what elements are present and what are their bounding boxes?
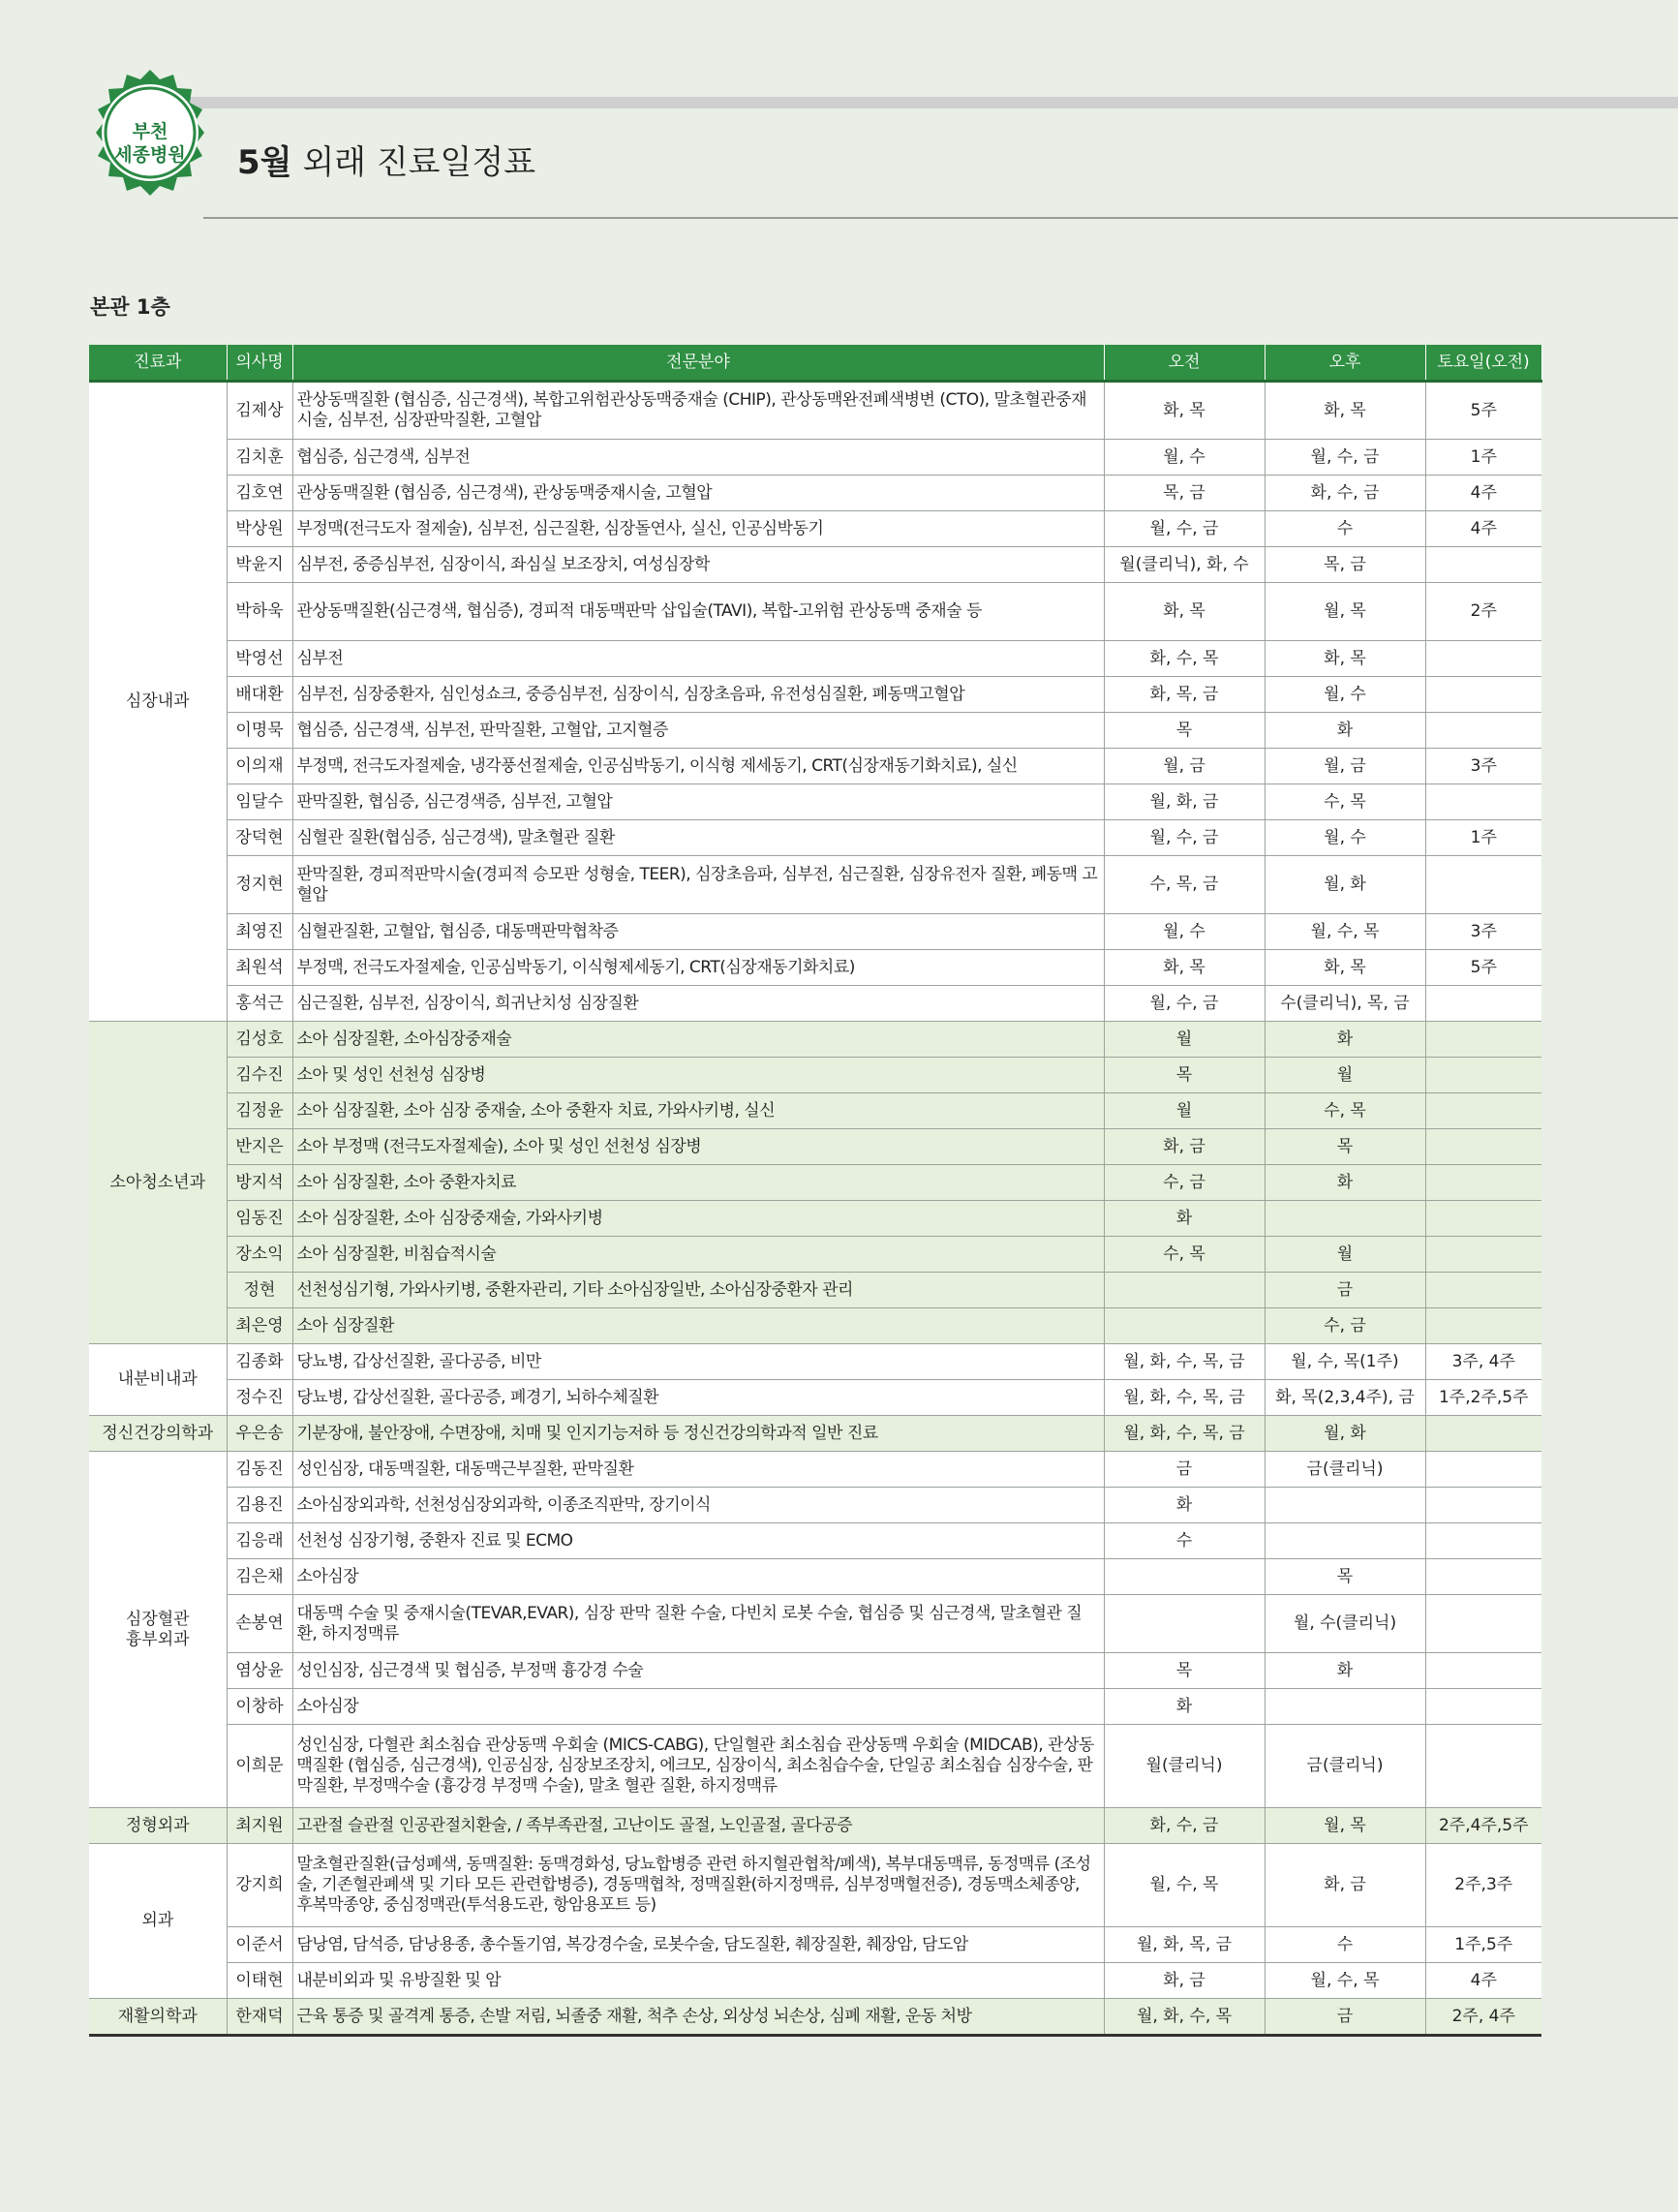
specialty-cell: 성인심장, 심근경색 및 협심증, 부정맥 흉강경 수술 xyxy=(292,1653,1104,1689)
seal-line-1: 부천 xyxy=(132,121,168,142)
table-row xyxy=(89,1844,1541,1927)
specialty-cell: 협심증, 심근경색, 심부전 xyxy=(292,440,1104,476)
saturday-cell: 2주,3주 xyxy=(1425,1844,1541,1927)
specialty-cell: 선천성심기형, 가와사키병, 중환자관리, 기타 소아심장일반, 소아심장중환자 관리 xyxy=(292,1273,1104,1308)
doctor-cell: 정수진 xyxy=(227,1380,292,1416)
table-row xyxy=(89,1416,1541,1452)
specialty-cell: 소아 심장질환, 소아 심장 중재술, 소아 중환자 치료, 가와사키병, 실신 xyxy=(292,1093,1104,1129)
dept-cell: 소아청소년과 xyxy=(89,1022,227,1344)
specialty-cell: 부정맥, 전극도자절제술, 인공심박동기, 이식형제세동기, CRT(심장재동기화치료) xyxy=(292,950,1104,986)
doctor-cell: 우은송 xyxy=(227,1416,292,1452)
specialty-cell: 소아 심장질환, 소아 심장중재술, 가와사키병 xyxy=(292,1201,1104,1237)
table-row xyxy=(89,1999,1541,2036)
table-row xyxy=(89,950,1541,986)
specialty-cell: 판막질환, 경피적판막시술(경피적 승모판 성형술, TEER), 심장초음파, 심부전, 심근질환, 심장유전자 질환, 폐동맥 고혈압 xyxy=(292,856,1104,914)
am-cell: 화, 금 xyxy=(1104,1963,1265,1999)
saturday-cell: 1주,5주 xyxy=(1425,1927,1541,1963)
saturday-cell: 2주,4주,5주 xyxy=(1425,1808,1541,1844)
table-row xyxy=(89,440,1541,476)
doctor-cell: 박영선 xyxy=(227,641,292,677)
pm-cell: 수 xyxy=(1265,1927,1425,1963)
doctor-cell: 손봉연 xyxy=(227,1595,292,1653)
saturday-cell xyxy=(1425,986,1541,1022)
pm-cell: 월, 화 xyxy=(1265,856,1425,914)
table-row xyxy=(89,1058,1541,1093)
am-cell: 화, 목 xyxy=(1104,583,1265,641)
saturday-cell: 1주 xyxy=(1425,820,1541,856)
doctor-cell: 김용진 xyxy=(227,1488,292,1523)
pm-cell: 목 xyxy=(1265,1129,1425,1165)
pm-cell: 수, 금 xyxy=(1265,1308,1425,1344)
saturday-cell xyxy=(1425,1058,1541,1093)
am-cell: 화 xyxy=(1104,1488,1265,1523)
pm-cell xyxy=(1265,1201,1425,1237)
specialty-cell: 내분비외과 및 유방질환 및 암 xyxy=(292,1963,1104,1999)
header-doctor: 의사명 xyxy=(227,345,292,382)
saturday-cell xyxy=(1425,856,1541,914)
doctor-cell: 장덕현 xyxy=(227,820,292,856)
table-row xyxy=(89,1344,1541,1380)
am-cell: 월 xyxy=(1104,1022,1265,1058)
table-body xyxy=(89,382,1541,2036)
page-title xyxy=(237,136,535,183)
doctor-cell: 강지희 xyxy=(227,1844,292,1927)
am-cell: 월, 수 xyxy=(1104,440,1265,476)
doctor-cell: 홍석근 xyxy=(227,986,292,1022)
pm-cell: 목 xyxy=(1265,1559,1425,1595)
doctor-cell: 이명묵 xyxy=(227,713,292,749)
title-month: 5월 xyxy=(237,143,292,182)
pm-cell: 수, 목 xyxy=(1265,1093,1425,1129)
specialty-cell: 성인심장, 대동맥질환, 대동맥근부질환, 판막질환 xyxy=(292,1452,1104,1488)
am-cell: 월(클리닉), 화, 수 xyxy=(1104,547,1265,583)
specialty-cell: 관상동맥질환(심근경색, 협심증), 경피적 대동맥판막 삽입술(TAVI), 복합-고위험 관상동맥 중재술 등 xyxy=(292,583,1104,641)
pm-cell: 금(클리닉) xyxy=(1265,1725,1425,1808)
pm-cell: 화, 수, 금 xyxy=(1265,476,1425,511)
pm-cell: 월, 금 xyxy=(1265,749,1425,784)
doctor-cell: 최영진 xyxy=(227,914,292,950)
table-row xyxy=(89,382,1541,440)
saturday-cell: 4주 xyxy=(1425,511,1541,547)
saturday-cell: 4주 xyxy=(1425,476,1541,511)
doctor-cell: 최지원 xyxy=(227,1808,292,1844)
top-bar xyxy=(190,97,1678,108)
pm-cell: 월, 목 xyxy=(1265,1808,1425,1844)
pm-cell: 화, 목(2,3,4주), 금 xyxy=(1265,1380,1425,1416)
saturday-cell xyxy=(1425,1273,1541,1308)
dept-cell: 내분비내과 xyxy=(89,1344,227,1416)
doctor-cell: 이준서 xyxy=(227,1927,292,1963)
am-cell: 월, 화, 수, 목 xyxy=(1104,1999,1265,2036)
saturday-cell xyxy=(1425,1488,1541,1523)
specialty-cell: 기분장애, 불안장애, 수면장애, 치매 및 인지기능저하 등 정신건강의학과적 일반 진료 xyxy=(292,1416,1104,1452)
doctor-cell: 박윤지 xyxy=(227,547,292,583)
pm-cell: 화 xyxy=(1265,1653,1425,1689)
header-specialty: 전문분야 xyxy=(292,345,1104,382)
doctor-cell: 박상원 xyxy=(227,511,292,547)
pm-cell: 월, 수, 목(1주) xyxy=(1265,1344,1425,1380)
specialty-cell: 소아 심장질환, 소아 중환자치료 xyxy=(292,1165,1104,1201)
pm-cell: 월, 수, 목 xyxy=(1265,914,1425,950)
saturday-cell xyxy=(1425,677,1541,713)
hospital-seal xyxy=(87,70,213,225)
saturday-cell: 2주 xyxy=(1425,583,1541,641)
specialty-cell: 부정맥, 전극도자절제술, 냉각풍선절제술, 인공심박동기, 이식형 제세동기, CRT(심장재동기화치료), 실신 xyxy=(292,749,1104,784)
saturday-cell: 1주 xyxy=(1425,440,1541,476)
am-cell: 월, 화, 수, 목, 금 xyxy=(1104,1380,1265,1416)
pm-cell: 월 xyxy=(1265,1058,1425,1093)
doctor-cell: 김호연 xyxy=(227,476,292,511)
doctor-cell: 정지현 xyxy=(227,856,292,914)
specialty-cell: 소아심장 xyxy=(292,1689,1104,1725)
saturday-cell xyxy=(1425,1093,1541,1129)
saturday-cell: 2주, 4주 xyxy=(1425,1999,1541,2036)
doctor-cell: 김성호 xyxy=(227,1022,292,1058)
table-row xyxy=(89,1380,1541,1416)
doctor-cell: 김제상 xyxy=(227,382,292,440)
doctor-cell: 김수진 xyxy=(227,1058,292,1093)
saturday-cell xyxy=(1425,547,1541,583)
table-row xyxy=(89,1165,1541,1201)
specialty-cell: 소아 심장질환 xyxy=(292,1308,1104,1344)
table-row xyxy=(89,1963,1541,1999)
am-cell: 수 xyxy=(1104,1523,1265,1559)
saturday-cell: 1주,2주,5주 xyxy=(1425,1380,1541,1416)
am-cell: 화, 목 xyxy=(1104,950,1265,986)
am-cell xyxy=(1104,1559,1265,1595)
saturday-cell: 5주 xyxy=(1425,950,1541,986)
specialty-cell: 심부전, 중증심부전, 심장이식, 좌심실 보조장치, 여성심장학 xyxy=(292,547,1104,583)
table-row xyxy=(89,1559,1541,1595)
pm-cell xyxy=(1265,1523,1425,1559)
header-divider xyxy=(203,217,1678,219)
dept-cell: 심장내과 xyxy=(89,382,227,1022)
pm-cell: 월 xyxy=(1265,1237,1425,1273)
header-pm: 오후 xyxy=(1265,345,1425,382)
header-dept: 진료과 xyxy=(89,345,227,382)
specialty-cell: 심부전 xyxy=(292,641,1104,677)
am-cell: 화, 목, 금 xyxy=(1104,677,1265,713)
table-row xyxy=(89,511,1541,547)
table-row xyxy=(89,1689,1541,1725)
am-cell: 월, 화, 목, 금 xyxy=(1104,1927,1265,1963)
table-row xyxy=(89,1808,1541,1844)
table-row xyxy=(89,1093,1541,1129)
am-cell: 월 xyxy=(1104,1093,1265,1129)
table-row xyxy=(89,1927,1541,1963)
doctor-cell: 방지석 xyxy=(227,1165,292,1201)
pm-cell: 화, 금 xyxy=(1265,1844,1425,1927)
saturday-cell xyxy=(1425,1129,1541,1165)
specialty-cell: 고관절 슬관절 인공관절치환술, / 족부족관절, 고난이도 골절, 노인골절, 골다공증 xyxy=(292,1808,1104,1844)
saturday-cell xyxy=(1425,1595,1541,1653)
am-cell: 수, 목, 금 xyxy=(1104,856,1265,914)
am-cell: 월, 금 xyxy=(1104,749,1265,784)
am-cell: 화, 수, 목 xyxy=(1104,641,1265,677)
specialty-cell: 근육 통증 및 골격계 통증, 손발 저림, 뇌졸중 재활, 척추 손상, 외상성 뇌손상, 심폐 재활, 운동 처방 xyxy=(292,1999,1104,2036)
am-cell: 월, 수, 금 xyxy=(1104,511,1265,547)
table-row xyxy=(89,1452,1541,1488)
am-cell: 금 xyxy=(1104,1452,1265,1488)
table-row xyxy=(89,820,1541,856)
specialty-cell: 관상동맥질환 (협심증, 심근경색), 관상동맥중재시술, 고혈압 xyxy=(292,476,1104,511)
doctor-cell: 최원석 xyxy=(227,950,292,986)
pm-cell: 월, 수 xyxy=(1265,820,1425,856)
doctor-cell: 정현 xyxy=(227,1273,292,1308)
table-row xyxy=(89,856,1541,914)
dept-cell: 외과 xyxy=(89,1844,227,1999)
dept-cell: 정신건강의학과 xyxy=(89,1416,227,1452)
section-heading: 본관 1층 xyxy=(90,295,170,319)
specialty-cell: 심혈관 질환(협심증, 심근경색), 말초혈관 질환 xyxy=(292,820,1104,856)
specialty-cell: 대동맥 수술 및 중재시술(TEVAR,EVAR), 심장 판막 질환 수술, 다빈치 로봇 수술, 협심증 및 심근경색, 말초혈관 질환, 하지정맥류 xyxy=(292,1595,1104,1653)
doctor-cell: 배대환 xyxy=(227,677,292,713)
saturday-cell xyxy=(1425,1022,1541,1058)
specialty-cell: 말초혈관질환(급성폐색, 동맥질환: 동맥경화성, 당뇨합병증 관련 하지혈관협착/폐색), 복부대동맥류, 동정맥류 (조성술, 기존혈관폐색 및 기타 모든 관련합병증), 경동맥협착, 정맥질환(하지정맥류, 심부정맥혈전증), 경동맥소체종양, 후복막종양, 중심정맥관(투석용도관, 항암용포트 등) xyxy=(292,1844,1104,1927)
header-row xyxy=(89,345,1541,382)
table-row xyxy=(89,986,1541,1022)
table-row xyxy=(89,547,1541,583)
pm-cell: 수 xyxy=(1265,511,1425,547)
doctor-cell: 이태현 xyxy=(227,1963,292,1999)
table-row xyxy=(89,1308,1541,1344)
pm-cell: 화, 목 xyxy=(1265,382,1425,440)
am-cell xyxy=(1104,1308,1265,1344)
am-cell: 목 xyxy=(1104,713,1265,749)
specialty-cell: 소아심장외과학, 선천성심장외과학, 이종조직판막, 장기이식 xyxy=(292,1488,1104,1523)
table-row xyxy=(89,914,1541,950)
am-cell: 월, 화, 수, 목, 금 xyxy=(1104,1416,1265,1452)
specialty-cell: 소아 및 성인 선천성 심장병 xyxy=(292,1058,1104,1093)
table-row xyxy=(89,1653,1541,1689)
pm-cell: 화 xyxy=(1265,1165,1425,1201)
am-cell: 화, 수, 금 xyxy=(1104,1808,1265,1844)
pm-cell: 월, 수(클리닉) xyxy=(1265,1595,1425,1653)
specialty-cell: 관상동맥질환 (협심증, 심근경색), 복합고위험관상동맥중재술 (CHIP), 관상동맥완전폐색병변 (CTO), 말초혈관중재시술, 심부전, 심장판막질환, 고혈압 xyxy=(292,382,1104,440)
pm-cell: 화 xyxy=(1265,713,1425,749)
doctor-cell: 김동진 xyxy=(227,1452,292,1488)
specialty-cell: 당뇨병, 갑상선질환, 골다공증, 폐경기, 뇌하수체질환 xyxy=(292,1380,1104,1416)
am-cell: 화 xyxy=(1104,1689,1265,1725)
saturday-cell xyxy=(1425,784,1541,820)
header-saturday: 토요일(오전) xyxy=(1425,345,1541,382)
specialty-cell: 소아 심장질환, 소아심장중재술 xyxy=(292,1022,1104,1058)
pm-cell xyxy=(1265,1488,1425,1523)
table-row xyxy=(89,583,1541,641)
am-cell: 수, 금 xyxy=(1104,1165,1265,1201)
am-cell: 수, 목 xyxy=(1104,1237,1265,1273)
specialty-cell: 심근질환, 심부전, 심장이식, 희귀난치성 심장질환 xyxy=(292,986,1104,1022)
specialty-cell: 성인심장, 다혈관 최소침습 관상동맥 우회술 (MICS-CABG), 단일혈관 최소침습 관상동맥 우회술 (MIDCAB), 관상동맥질환 (협심증, 심근경색), 인공심장, 심장보조장치, 에크모, 심장이식, 최소침습수술, 단일공 최소침습 심장수술, 판막질환, 부정맥수술 (흉강경 부정맥 수술), 말초 혈관 질환, 하지정맥류 xyxy=(292,1725,1104,1808)
doctor-cell: 한재덕 xyxy=(227,1999,292,2036)
saturday-cell xyxy=(1425,1201,1541,1237)
saturday-cell xyxy=(1425,1165,1541,1201)
saturday-cell xyxy=(1425,1725,1541,1808)
doctor-cell: 최은영 xyxy=(227,1308,292,1344)
saturday-cell xyxy=(1425,1308,1541,1344)
doctor-cell: 염상윤 xyxy=(227,1653,292,1689)
am-cell: 화, 금 xyxy=(1104,1129,1265,1165)
saturday-cell: 3주, 4주 xyxy=(1425,1344,1541,1380)
schedule-table xyxy=(89,345,1542,2037)
doctor-cell: 김응래 xyxy=(227,1523,292,1559)
saturday-cell: 5주 xyxy=(1425,382,1541,440)
saturday-cell xyxy=(1425,1653,1541,1689)
doctor-cell: 김치훈 xyxy=(227,440,292,476)
specialty-cell: 담낭염, 담석증, 담낭용종, 총수돌기염, 복강경수술, 로봇수술, 담도질환, 췌장질환, 췌장암, 담도암 xyxy=(292,1927,1104,1963)
am-cell xyxy=(1104,1595,1265,1653)
doctor-cell: 임달수 xyxy=(227,784,292,820)
title-rest: 외래 진료일정표 xyxy=(302,143,536,182)
specialty-cell: 소아 부정맥 (전극도자절제술), 소아 및 성인 선천성 심장병 xyxy=(292,1129,1104,1165)
specialty-cell: 협심증, 심근경색, 심부전, 판막질환, 고혈압, 고지혈증 xyxy=(292,713,1104,749)
specialty-cell: 심혈관질환, 고혈압, 협심증, 대동맥판막협착증 xyxy=(292,914,1104,950)
table-row xyxy=(89,749,1541,784)
doctor-cell: 이의재 xyxy=(227,749,292,784)
doctor-cell: 이희문 xyxy=(227,1725,292,1808)
am-cell: 목 xyxy=(1104,1653,1265,1689)
doctor-cell: 반지은 xyxy=(227,1129,292,1165)
specialty-cell: 당뇨병, 갑상선질환, 골다공증, 비만 xyxy=(292,1344,1104,1380)
table-row xyxy=(89,1595,1541,1653)
pm-cell: 월, 목 xyxy=(1265,583,1425,641)
table-row xyxy=(89,1022,1541,1058)
table-row xyxy=(89,476,1541,511)
saturday-cell xyxy=(1425,1452,1541,1488)
doctor-cell: 김정윤 xyxy=(227,1093,292,1129)
doctor-cell: 김종화 xyxy=(227,1344,292,1380)
table-row xyxy=(89,784,1541,820)
saturday-cell xyxy=(1425,1237,1541,1273)
pm-cell: 월, 수, 금 xyxy=(1265,440,1425,476)
saturday-cell xyxy=(1425,1523,1541,1559)
pm-cell xyxy=(1265,1689,1425,1725)
saturday-cell xyxy=(1425,1416,1541,1452)
am-cell: 월, 수, 금 xyxy=(1104,820,1265,856)
table-row xyxy=(89,677,1541,713)
saturday-cell: 3주 xyxy=(1425,749,1541,784)
am-cell: 목 xyxy=(1104,1058,1265,1093)
saturday-cell xyxy=(1425,713,1541,749)
doctor-cell: 장소익 xyxy=(227,1237,292,1273)
header-am: 오전 xyxy=(1104,345,1265,382)
table-row xyxy=(89,1725,1541,1808)
saturday-cell xyxy=(1425,641,1541,677)
pm-cell: 금 xyxy=(1265,1999,1425,2036)
pm-cell: 수, 목 xyxy=(1265,784,1425,820)
table-row xyxy=(89,1523,1541,1559)
table-row xyxy=(89,1129,1541,1165)
doctor-cell: 이창하 xyxy=(227,1689,292,1725)
pm-cell: 화, 목 xyxy=(1265,641,1425,677)
doctor-cell: 박하욱 xyxy=(227,583,292,641)
specialty-cell: 선천성 심장기형, 중환자 진료 및 ECMO xyxy=(292,1523,1104,1559)
table-row xyxy=(89,1273,1541,1308)
am-cell: 월, 화, 수, 목, 금 xyxy=(1104,1344,1265,1380)
table-row xyxy=(89,1201,1541,1237)
am-cell: 목, 금 xyxy=(1104,476,1265,511)
saturday-cell: 4주 xyxy=(1425,1963,1541,1999)
dept-cell: 심장혈관 흉부외과 xyxy=(89,1452,227,1808)
dept-cell: 정형외과 xyxy=(89,1808,227,1844)
table-row xyxy=(89,641,1541,677)
pm-cell: 목, 금 xyxy=(1265,547,1425,583)
seal-line-2: 세종병원 xyxy=(114,144,186,166)
am-cell: 월, 수, 금 xyxy=(1104,986,1265,1022)
pm-cell: 월, 수 xyxy=(1265,677,1425,713)
am-cell: 월(클리닉) xyxy=(1104,1725,1265,1808)
am-cell: 화 xyxy=(1104,1201,1265,1237)
saturday-cell xyxy=(1425,1559,1541,1595)
pm-cell: 월, 화 xyxy=(1265,1416,1425,1452)
pm-cell: 화 xyxy=(1265,1022,1425,1058)
specialty-cell: 판막질환, 협심증, 심근경색증, 심부전, 고혈압 xyxy=(292,784,1104,820)
saturday-cell: 3주 xyxy=(1425,914,1541,950)
table-row xyxy=(89,713,1541,749)
pm-cell: 월, 수, 목 xyxy=(1265,1963,1425,1999)
am-cell: 월, 수 xyxy=(1104,914,1265,950)
am-cell: 화, 목 xyxy=(1104,382,1265,440)
pm-cell: 수(클리닉), 목, 금 xyxy=(1265,986,1425,1022)
specialty-cell: 소아 심장질환, 비침습적시술 xyxy=(292,1237,1104,1273)
doctor-cell: 임동진 xyxy=(227,1201,292,1237)
saturday-cell xyxy=(1425,1689,1541,1725)
table-row xyxy=(89,1237,1541,1273)
specialty-cell: 소아심장 xyxy=(292,1559,1104,1595)
am-cell: 월, 수, 목 xyxy=(1104,1844,1265,1927)
am-cell: 월, 화, 금 xyxy=(1104,784,1265,820)
pm-cell: 금 xyxy=(1265,1273,1425,1308)
am-cell xyxy=(1104,1273,1265,1308)
doctor-cell: 김은채 xyxy=(227,1559,292,1595)
pm-cell: 화, 목 xyxy=(1265,950,1425,986)
table-row xyxy=(89,1488,1541,1523)
specialty-cell: 부정맥(전극도자 절제술), 심부전, 심근질환, 심장돌연사, 실신, 인공심박동기 xyxy=(292,511,1104,547)
pm-cell: 금(클리닉) xyxy=(1265,1452,1425,1488)
specialty-cell: 심부전, 심장중환자, 심인성쇼크, 중증심부전, 심장이식, 심장초음파, 유전성심질환, 폐동맥고혈압 xyxy=(292,677,1104,713)
dept-cell: 재활의학과 xyxy=(89,1999,227,2036)
